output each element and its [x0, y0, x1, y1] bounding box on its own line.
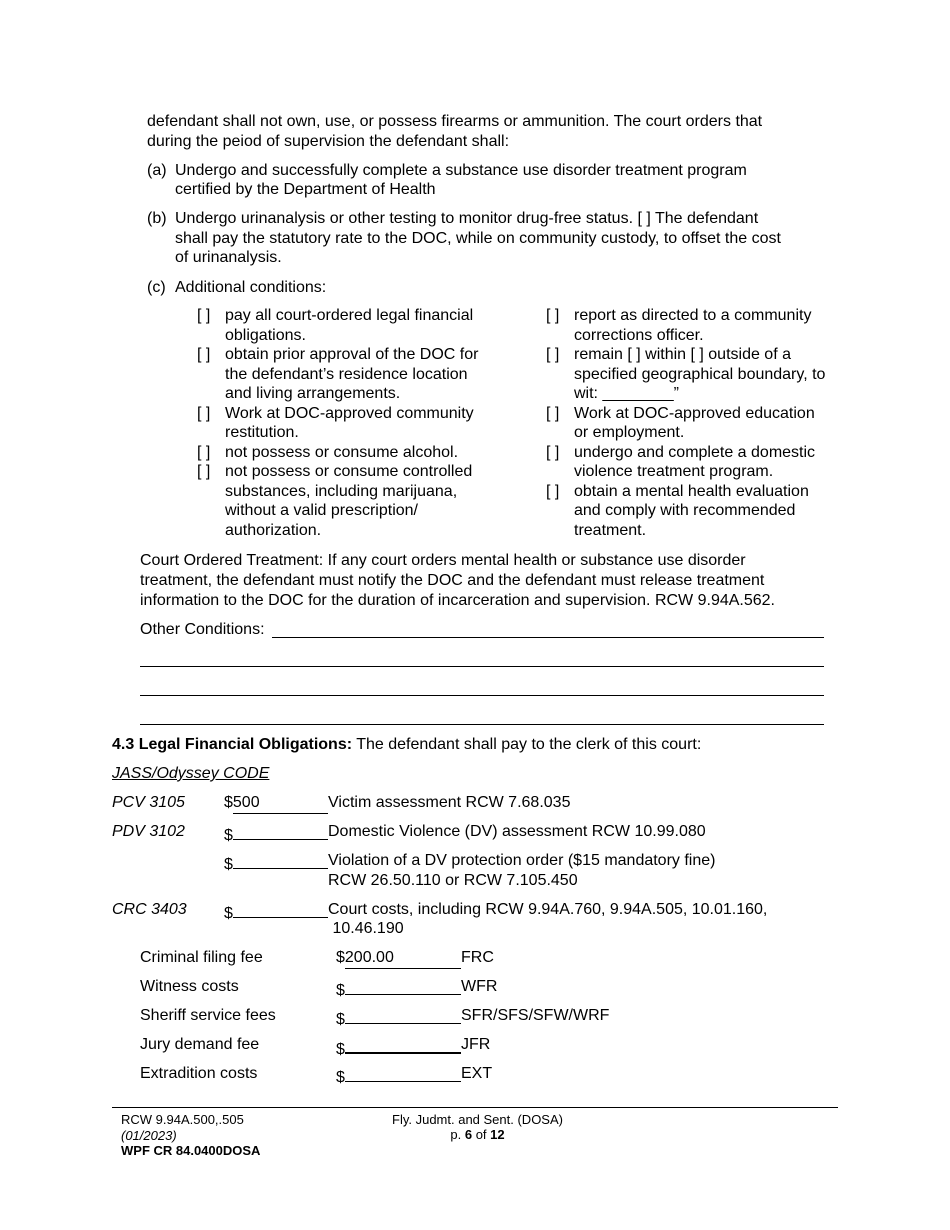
footer-page-number	[385, 1127, 570, 1142]
other-conditions-field-line[interactable]	[140, 695, 824, 696]
item-a-label: (a)	[147, 162, 167, 179]
lfo-heading-text: The defendant shall pay to the clerk of this court:	[352, 736, 702, 753]
condition-text: undergo and complete a domestic	[574, 443, 816, 461]
condition-checkbox[interactable]: [ ]	[546, 482, 560, 500]
amount-field[interactable]	[233, 851, 328, 869]
condition-text: wit: ________”	[574, 385, 679, 402]
item-c-label: (c)	[147, 279, 166, 296]
condition-text: or employment.	[574, 424, 685, 441]
condition-item	[546, 443, 856, 482]
fee-code: FRC	[461, 949, 494, 966]
treatment-line-3: information to the DOC for the duration of incarceration and supervision. RCW 9.94A.562.	[140, 592, 775, 609]
condition-text: Work at DOC-approved education	[574, 404, 815, 422]
fee-code: WFR	[461, 978, 498, 995]
condition-checkbox[interactable]: [ ]	[546, 443, 560, 461]
other-conditions-label: Other Conditions:	[140, 621, 265, 638]
intro-line-2: during the peiod of supervision the defendant shall:	[147, 133, 510, 150]
condition-text: pay all court-ordered legal financial	[225, 307, 474, 324]
other-conditions-field-line[interactable]	[140, 666, 824, 667]
fee-amount	[336, 977, 461, 1001]
fee-label: Jury demand fee	[140, 1036, 260, 1053]
item-a-line-1: Undergo and successfully complete a substance use disorder treatment program	[175, 162, 747, 179]
condition-text: restitution.	[225, 424, 299, 441]
fee-code: EXT	[461, 1065, 493, 1082]
conditions-right-column	[546, 306, 856, 540]
condition-text: treatment.	[574, 521, 647, 539]
lfo-row-desc: Victim assessment RCW 7.68.035	[328, 794, 571, 811]
lfo-heading	[112, 735, 701, 755]
dollar-sign: $	[224, 794, 233, 811]
condition-text: substances, including marijuana,	[225, 482, 458, 500]
lfo-row-desc: Domestic Violence (DV) assessment RCW 10.99.080	[328, 823, 706, 840]
item-b-line-3: of urinanalysis.	[175, 249, 282, 266]
lfo-heading-title: 4.3 Legal Financial Obligations:	[112, 736, 353, 753]
dollar-sign: $	[224, 827, 233, 844]
condition-text: corrections officer.	[574, 326, 704, 344]
condition-text: not possess or consume controlled	[225, 463, 473, 480]
lfo-row-desc-cont: 10.46.190	[328, 920, 404, 937]
condition-text: authorization.	[225, 521, 322, 539]
condition-checkbox[interactable]: [ ]	[197, 463, 211, 480]
fee-code: SFR/SFS/SFW/WRF	[461, 1007, 610, 1024]
condition-item	[546, 404, 856, 443]
condition-item	[197, 345, 517, 404]
footer-title: Fly. Judmt. and Sent. (DOSA)	[392, 1112, 563, 1127]
fee-code: JFR	[461, 1036, 491, 1053]
amount-field[interactable]: 500	[233, 793, 328, 814]
condition-text: obtain a mental health evaluation	[574, 482, 809, 500]
fee-label: Extradition costs	[140, 1065, 258, 1082]
intro-line-1: defendant shall not own, use, or possess firearms or ammunition. The court orders that	[147, 113, 763, 130]
condition-item	[546, 345, 856, 404]
dollar-sign: $	[224, 905, 233, 922]
condition-text: remain [ ] within [ ] outside of a	[574, 346, 791, 363]
treatment-line-1: Court Ordered Treatment: If any court orders mental health or substance use disorder	[140, 552, 746, 569]
condition-text: not possess or consume alcohol.	[225, 443, 459, 461]
dollar-sign: $	[336, 949, 345, 966]
lfo-row-code: PCV 3105	[112, 794, 185, 811]
condition-checkbox[interactable]: [ ]	[546, 307, 560, 324]
lfo-row-amount	[224, 900, 328, 924]
dollar-sign: $	[336, 1041, 345, 1058]
conditions-left-column	[197, 306, 517, 540]
condition-text: Work at DOC-approved community	[225, 404, 474, 422]
lfo-row-desc: Court costs, including RCW 9.94A.760, 9.94A.505, 10.01.160,	[328, 901, 768, 918]
footer-rcw: RCW 9.94A.500,.505	[121, 1112, 244, 1127]
condition-text: obligations.	[225, 326, 306, 344]
lfo-row-amount	[224, 793, 328, 814]
item-c-text: Additional conditions:	[175, 279, 327, 296]
page-current: 6	[464, 1127, 473, 1142]
fee-amount	[336, 1006, 461, 1030]
amount-field[interactable]	[345, 977, 461, 995]
condition-text: the defendant’s residence location	[225, 365, 468, 383]
amount-field[interactable]	[345, 1006, 461, 1024]
condition-checkbox[interactable]: [ ]	[197, 307, 211, 324]
condition-text: without a valid prescription/	[225, 502, 418, 519]
condition-checkbox[interactable]: [ ]	[197, 443, 211, 461]
fee-amount	[336, 1035, 461, 1060]
amount-field[interactable]	[233, 822, 328, 840]
lfo-row-desc: Violation of a DV protection order ($15 mandatory fine)	[328, 852, 716, 869]
lfo-row-code: PDV 3102	[112, 823, 185, 840]
amount-field[interactable]	[345, 1064, 461, 1082]
item-a-line-2: certified by the Department of Health	[175, 181, 436, 198]
dollar-sign: $	[336, 1011, 345, 1028]
condition-text: and living arrangements.	[225, 385, 401, 402]
condition-item	[197, 306, 517, 345]
code-column-header: JASS/Odyssey CODE	[112, 765, 270, 782]
other-conditions-field-line[interactable]	[140, 724, 824, 725]
condition-checkbox[interactable]: [ ]	[197, 346, 211, 363]
footer-date: (01/2023)	[121, 1128, 177, 1143]
fee-label: Sheriff service fees	[140, 1007, 276, 1024]
lfo-row-desc-cont: RCW 26.50.110 or RCW 7.105.450	[328, 872, 578, 889]
condition-text: and comply with recommended	[574, 502, 796, 519]
amount-field[interactable]	[345, 1035, 461, 1054]
condition-item	[197, 462, 517, 540]
other-conditions-field-line[interactable]	[272, 637, 824, 638]
amount-field[interactable]: 200.00	[345, 948, 461, 969]
lfo-row-amount	[224, 851, 328, 875]
condition-text: obtain prior approval of the DOC for	[225, 346, 479, 363]
condition-text: violence treatment program.	[574, 463, 774, 480]
condition-item	[197, 404, 517, 443]
fee-label: Witness costs	[140, 978, 239, 995]
condition-item	[546, 482, 856, 541]
item-b-line-2: shall pay the statutory rate to the DOC, while on community custody, to offset the cost	[175, 230, 781, 247]
amount-field[interactable]	[233, 900, 328, 918]
item-b-label: (b)	[147, 210, 167, 227]
fee-amount	[336, 1064, 461, 1088]
treatment-line-2: treatment, the defendant must notify the DOC and the defendant must release treatment	[140, 572, 765, 589]
condition-item	[546, 306, 856, 345]
condition-text: report as directed to a community	[574, 307, 812, 324]
fee-amount	[336, 948, 461, 969]
condition-checkbox[interactable]: [ ]	[546, 346, 560, 363]
page-prefix: p.	[450, 1127, 465, 1142]
dollar-sign: $	[336, 982, 345, 999]
dollar-sign: $	[224, 856, 233, 873]
condition-checkbox[interactable]: [ ]	[546, 404, 560, 422]
page-total: 12	[490, 1127, 505, 1142]
page-of: of	[472, 1127, 491, 1142]
footer-divider	[112, 1107, 838, 1108]
item-b-line-1: Undergo urinanalysis or other testing to monitor drug-free status. [ ] The defendant	[175, 210, 759, 227]
fee-label: Criminal filing fee	[140, 949, 263, 966]
condition-checkbox[interactable]: [ ]	[197, 404, 211, 422]
dollar-sign: $	[336, 1069, 345, 1086]
lfo-row-code: CRC 3403	[112, 901, 187, 918]
condition-item	[197, 443, 517, 463]
condition-text: specified geographical boundary, to	[574, 365, 826, 383]
footer-form-number: WPF CR 84.0400DOSA	[121, 1143, 261, 1158]
lfo-row-amount	[224, 822, 328, 846]
